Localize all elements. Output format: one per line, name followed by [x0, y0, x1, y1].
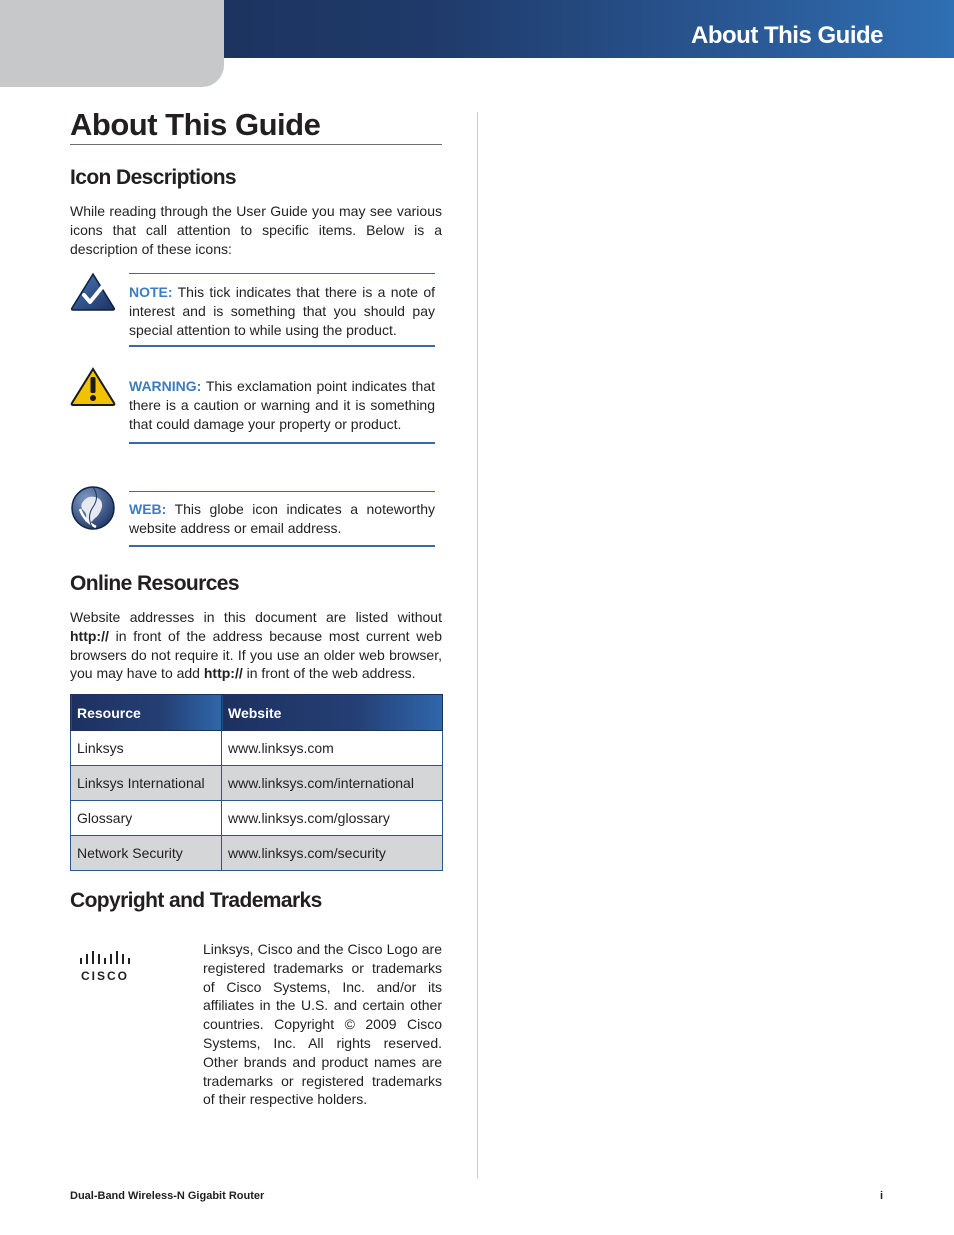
header-tab	[0, 0, 224, 87]
warning-text	[129, 377, 435, 433]
para-bold-http: http://	[70, 627, 109, 644]
cisco-logo-text: CISCO	[80, 969, 130, 982]
warning-icon	[70, 367, 116, 407]
icon-descriptions-intro: While reading through the User Guide you may see various icons that call attention to specific items. Below is a description of these icons:	[70, 203, 442, 257]
para-text: in front of the web address.	[242, 665, 416, 682]
page-title: About This Guide	[70, 107, 321, 142]
online-resources-para	[70, 608, 442, 683]
warning-label: WARNING:	[129, 378, 202, 394]
cisco-logo	[78, 950, 132, 982]
note-label: NOTE:	[129, 284, 173, 300]
para-text: Website addresses in this document are listed without	[70, 609, 442, 625]
table-cell-resource: Network Security	[71, 836, 222, 871]
footer-product: Dual-Band Wireless-N Gigabit Router	[70, 1190, 265, 1202]
table-cell-resource: Linksys International	[71, 766, 222, 801]
title-rule	[70, 144, 442, 145]
table-row	[71, 731, 443, 766]
table-cell-website[interactable]: www.linksys.com	[222, 731, 443, 766]
table-row	[71, 766, 443, 801]
warning-body: This exclamation point indicates that there is a caution or warning and it is something that could damage your property or product.	[129, 378, 435, 432]
column-divider	[477, 112, 478, 1179]
table-cell-website[interactable]: www.linksys.com/glossary	[222, 801, 443, 836]
para-bold-http: http://	[203, 665, 243, 682]
note-text	[129, 283, 435, 339]
footer-page-number: i	[880, 1190, 884, 1202]
resources-table	[70, 694, 443, 871]
copyright-text: Linksys, Cisco and the Cisco Logo are registered trademarks or trademarks of Cisco Systems, Inc. and/or its affiliates in the U.S. and certain other countries. Copyright © 2009 Cisco Systems, Inc. All rights reserved. Other brands and product names are trademarks or registered trademarks of their respective holders.	[203, 941, 442, 1108]
copyright-heading: Copyright and Trademarks	[70, 889, 322, 912]
table-cell-resource: Glossary	[71, 801, 222, 836]
table-cell-website[interactable]: www.linksys.com/international	[222, 766, 443, 801]
table-header-resource: Resource	[71, 695, 222, 731]
table-header-row	[71, 695, 443, 731]
para-text: in front of the address because most current web browsers do not require it. If you use an older web browser, you may have to add	[70, 627, 442, 682]
note-body: This tick indicates that there is a note of interest and is something that you should pay special attention to while using the product.	[129, 284, 435, 338]
online-resources-heading: Online Resources	[70, 572, 239, 595]
table-header-website: Website	[222, 695, 443, 731]
table-row	[71, 836, 443, 871]
web-label: WEB:	[129, 501, 167, 517]
web-text	[129, 500, 435, 538]
icon-descriptions-heading: Icon Descriptions	[70, 166, 237, 189]
table-cell-resource: Linksys	[71, 731, 222, 766]
table-row	[71, 801, 443, 836]
note-box	[129, 273, 435, 347]
web-body: This globe icon indicates a noteworthy website address or email address.	[129, 501, 435, 536]
globe-icon	[70, 485, 116, 531]
web-box	[129, 491, 435, 547]
warning-box	[129, 369, 435, 444]
header-title: About This Guide	[691, 22, 883, 49]
checkmark-icon	[70, 272, 116, 312]
table-cell-website[interactable]: www.linksys.com/security	[222, 836, 443, 871]
